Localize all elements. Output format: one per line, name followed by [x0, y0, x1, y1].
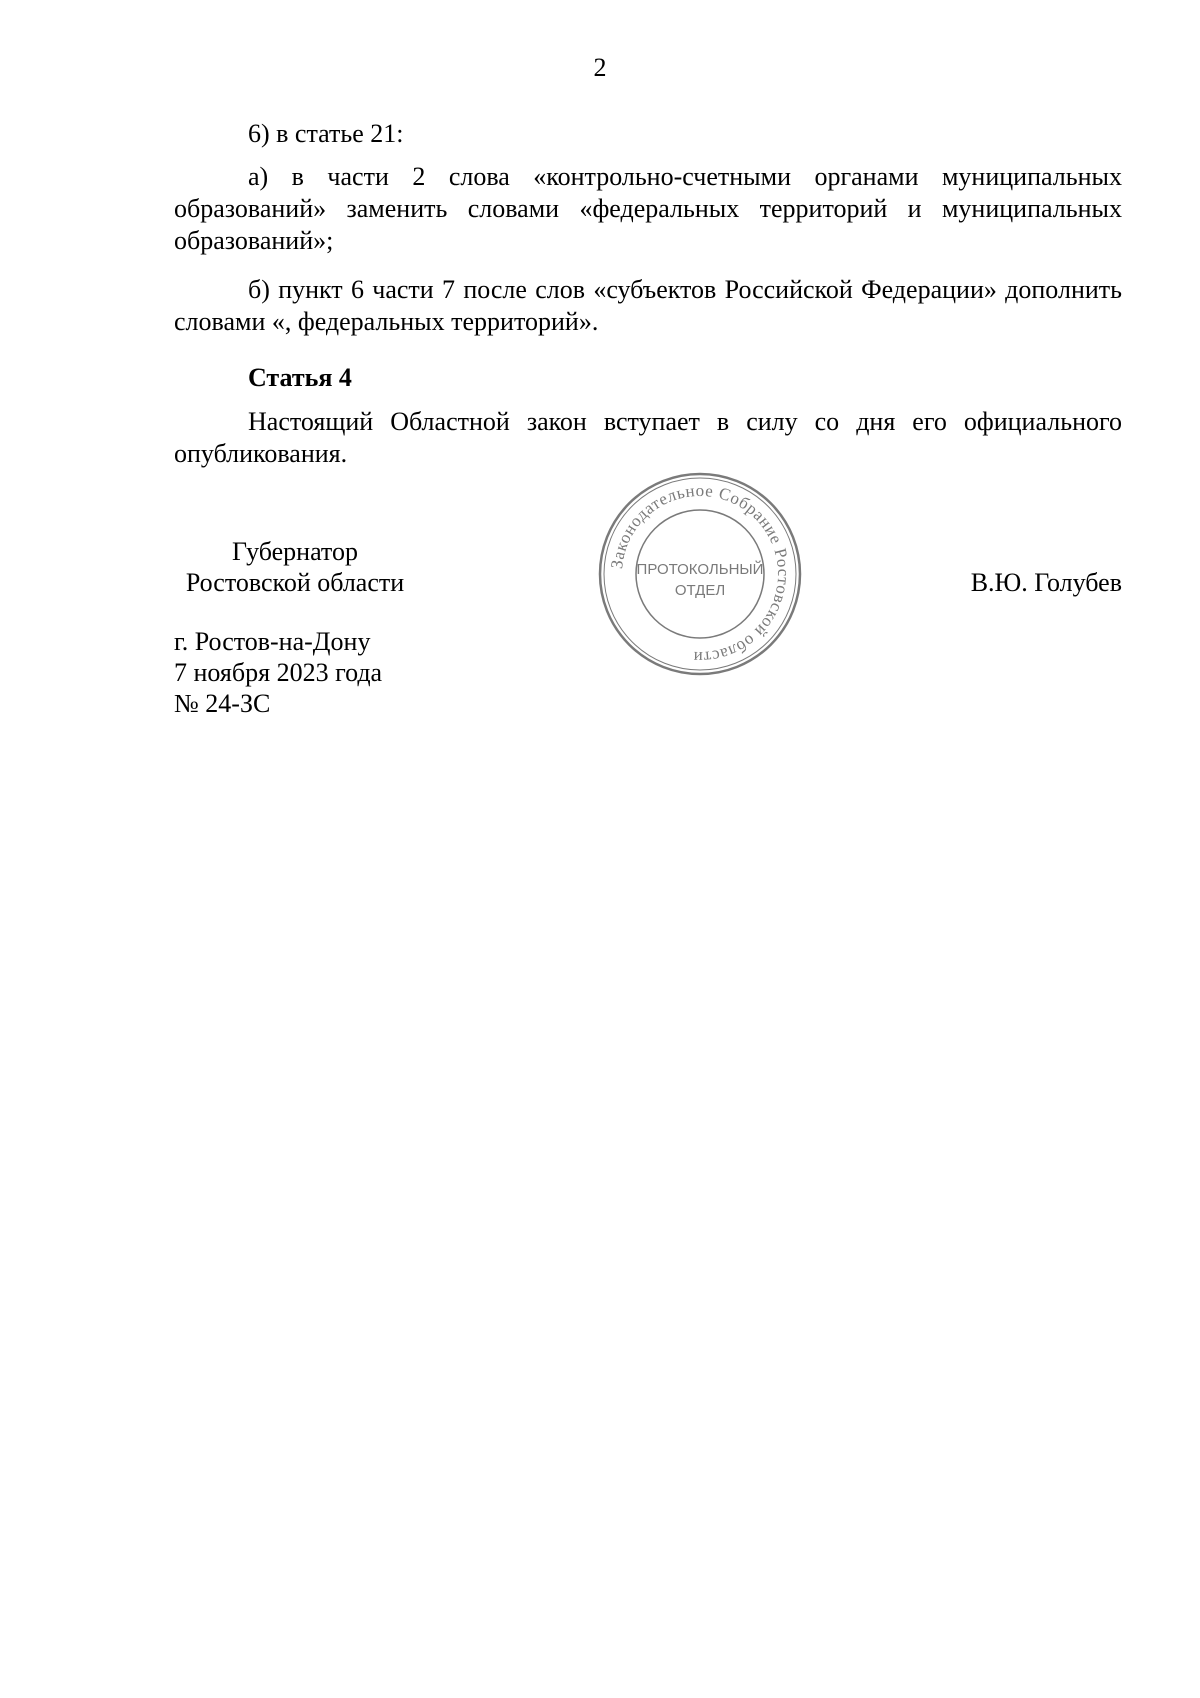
paragraph-part-2: [174, 161, 1122, 257]
meta-number: № 24-ЗС: [174, 689, 271, 718]
stamp-center-line-2: ОТДЕЛ: [674, 582, 726, 599]
paragraph-text: а) в части 2 слова «контрольно-счетными органами муниципальных образований» заменить словами «федеральных территорий и муниципальных образований»;: [174, 162, 1122, 255]
paragraph-part-7: [174, 274, 1122, 338]
page-number: 2: [593, 53, 607, 82]
stamp-center-line-1: ПРОТОКОЛЬНЫЙ: [636, 561, 764, 578]
signatory-name: В.Ю. Голубев: [970, 568, 1122, 597]
stamp-ring-textpath: Законодательное Собрание Ростовской области: [607, 480, 794, 668]
document-meta: [174, 626, 382, 719]
meta-city: г. Ростов-на-Дону: [174, 627, 371, 656]
article-heading: Статья 4: [248, 363, 352, 392]
official-stamp: [596, 470, 804, 678]
paragraph-article-21: [174, 118, 1122, 150]
signatory-title-line-2: Ростовской области: [185, 568, 405, 597]
paragraph-text: 6) в статье 21:: [248, 119, 404, 148]
meta-date: 7 ноября 2023 года: [174, 658, 383, 687]
paragraph-text: Настоящий Областной закон вступает в силу со дня его официального опубликования.: [174, 407, 1122, 468]
signatory-title: [174, 536, 416, 598]
paragraph-entry-into-force: [174, 406, 1122, 470]
paragraph-text: б) пункт 6 части 7 после слов «субъектов Российской Федерации» дополнить словами «, федеральных территорий».: [174, 275, 1122, 336]
signatory-title-line-1: Губернатор: [232, 537, 358, 566]
